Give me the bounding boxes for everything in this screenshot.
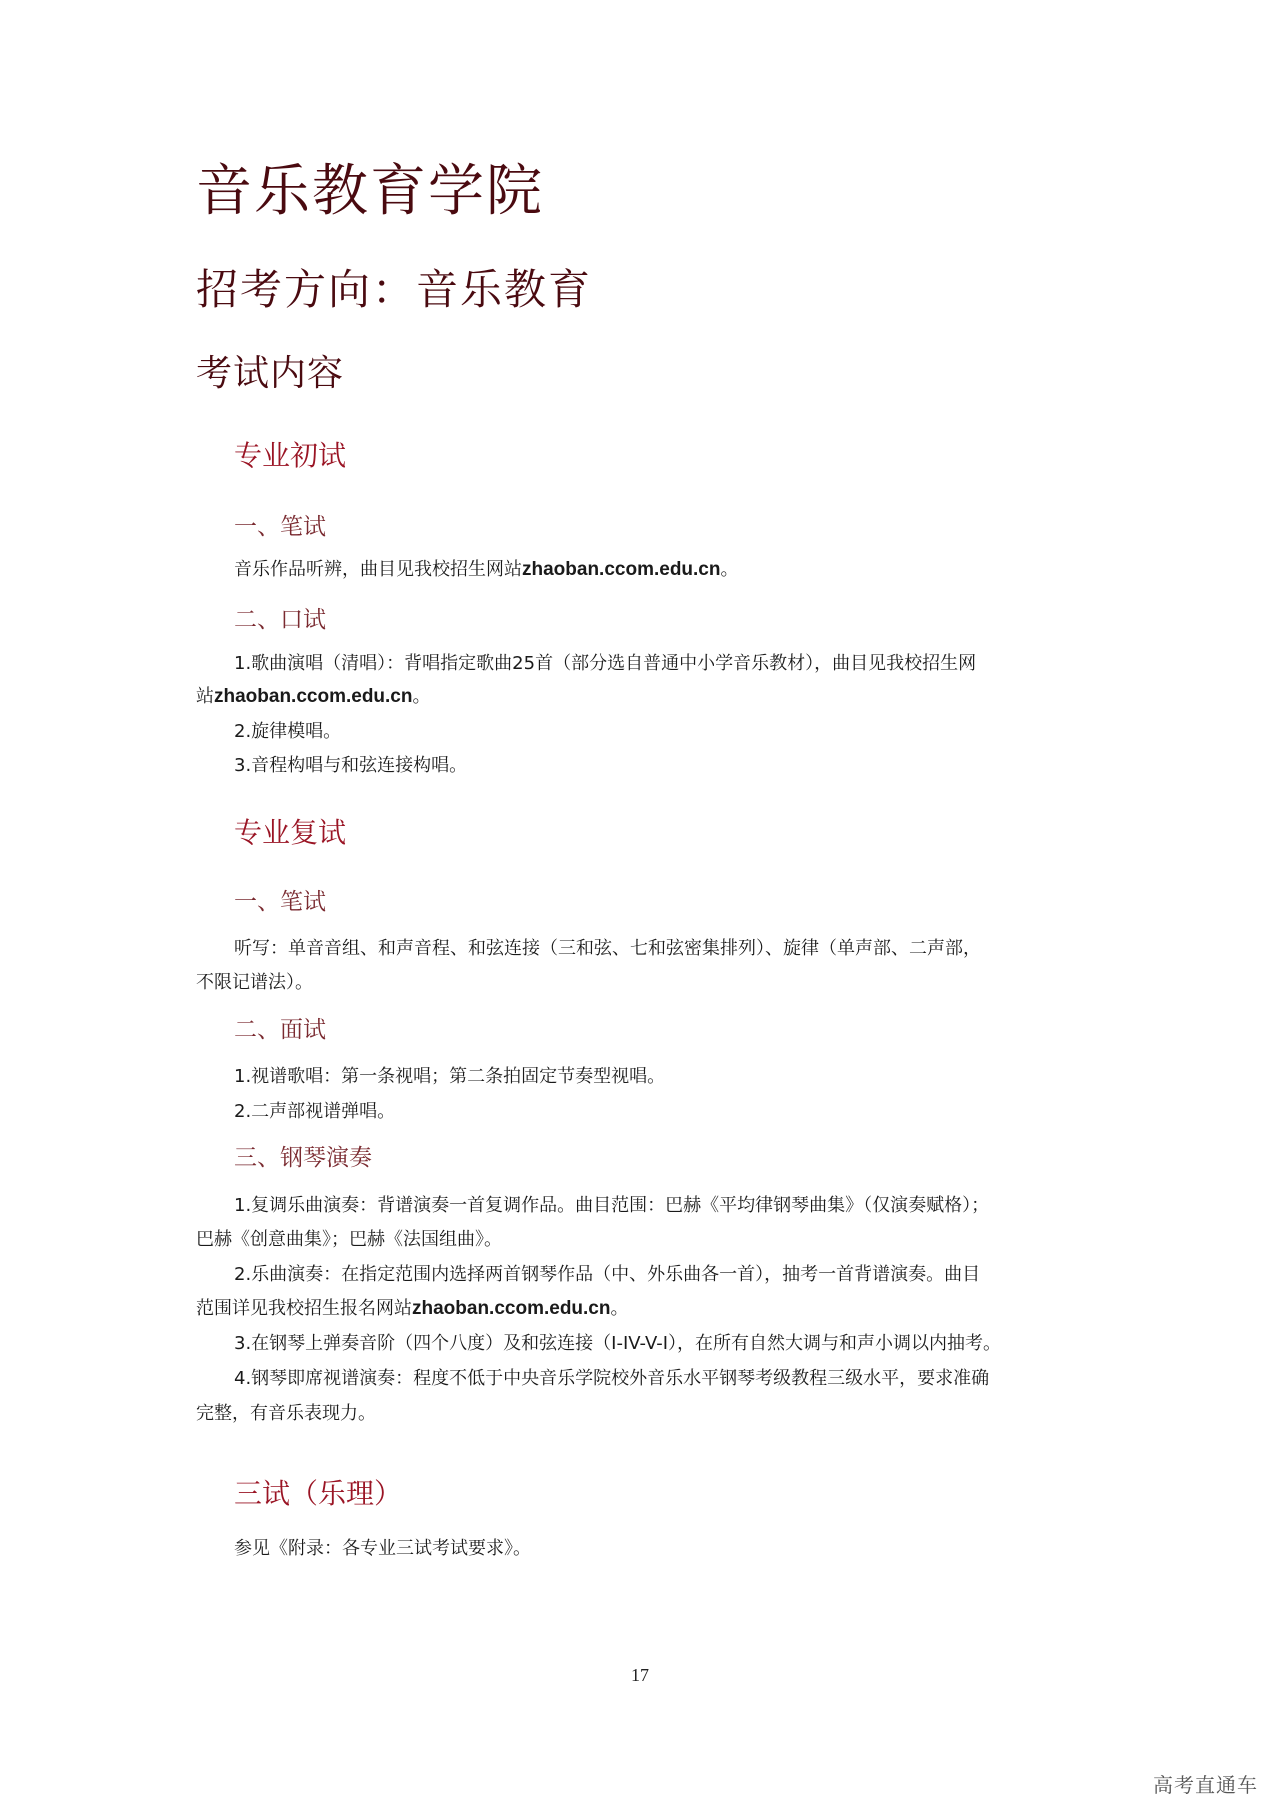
direction-heading: 招考方向：音乐教育 [196, 265, 593, 314]
retest-piano-item2-url: zhaoban.ccom.edu.cn [412, 1298, 611, 1319]
prelim-written-end: 。 [720, 559, 739, 580]
retest-piano-item2-line1: 2.乐曲演奏：在指定范围内选择两首钢琴作品（中、外乐曲各一首），抽考一首背谱演奏。曲目 [234, 1264, 981, 1285]
retest-written-title: 一、笔试 [234, 889, 326, 915]
retest-piano-item2-pre: 范围详见我校招生报名网站 [196, 1298, 412, 1319]
retest-interview-item1: 1.视谱歌唱：第一条视唱；第二条拍固定节奏型视唱。 [234, 1066, 666, 1087]
prelim-oral-item1-line2 [196, 684, 430, 710]
retest-piano-item3: 3.在钢琴上弹奏音阶（四个八度）及和弦连接（I-IV-V-I），在所有自然大调与和声小调以内抽考。 [234, 1333, 1002, 1354]
retest-written-line2: 不限记谱法）。 [196, 972, 313, 993]
prelim-oral-item3: 3.音程构唱与和弦连接构唱。 [234, 755, 468, 776]
prelim-section-title: 专业初试 [234, 439, 347, 472]
retest-piano-item4-line2: 完整，有音乐表现力。 [196, 1403, 376, 1424]
prelim-oral-item1-pre: 站 [196, 686, 214, 707]
prelim-written-body: 音乐作品听辨，曲目见我校招生网站 [234, 559, 522, 580]
prelim-written-title: 一、笔试 [234, 514, 326, 540]
retest-interview-title: 二、面试 [234, 1017, 326, 1043]
retest-section-title: 专业复试 [234, 816, 347, 849]
watermark: 高考直通车 [1153, 1773, 1258, 1797]
retest-piano-title: 三、钢琴演奏 [234, 1145, 372, 1171]
retest-piano-item2-line2 [196, 1296, 628, 1322]
prelim-oral-title: 二、口试 [234, 607, 326, 633]
retest-piano-item1-line1: 1.复调乐曲演奏：背谱演奏一首复调作品。曲目范围：巴赫《平均律钢琴曲集》（仅演奏赋格）； [234, 1195, 990, 1216]
third-section-text: 参见《附录：各专业三试考试要求》。 [234, 1538, 531, 1559]
retest-written-line1: 听写：单音音组、和声音程、和弦连接（三和弦、七和弦密集排列）、旋律（单声部、二声部， [234, 938, 981, 959]
third-section-title: 三试（乐理） [234, 1477, 403, 1510]
prelim-oral-item1-end: 。 [412, 686, 431, 707]
retest-piano-item1-line2: 巴赫《创意曲集》；巴赫《法国组曲》。 [196, 1229, 502, 1250]
prelim-written-url: zhaoban.ccom.edu.cn [522, 559, 721, 580]
prelim-written-text [234, 557, 738, 583]
page-number: 17 [631, 1665, 649, 1685]
prelim-oral-item1-line1: 1.歌曲演唱（清唱）：背唱指定歌曲25首（部分选自普通中小学音乐教材），曲目见我校招生网 [234, 653, 977, 674]
exam-content-heading: 考试内容 [196, 353, 345, 394]
prelim-oral-item2: 2.旋律模唱。 [234, 721, 342, 742]
college-title: 音乐教育学院 [196, 159, 544, 224]
retest-piano-item2-end: 。 [610, 1298, 629, 1319]
retest-interview-item2: 2.二声部视谱弹唱。 [234, 1101, 396, 1122]
prelim-oral-item1-url: zhaoban.ccom.edu.cn [214, 686, 413, 707]
retest-piano-item4-line1: 4.钢琴即席视谱演奏：程度不低于中央音乐学院校外音乐水平钢琴考级教程三级水平，要求准确 [234, 1368, 990, 1389]
